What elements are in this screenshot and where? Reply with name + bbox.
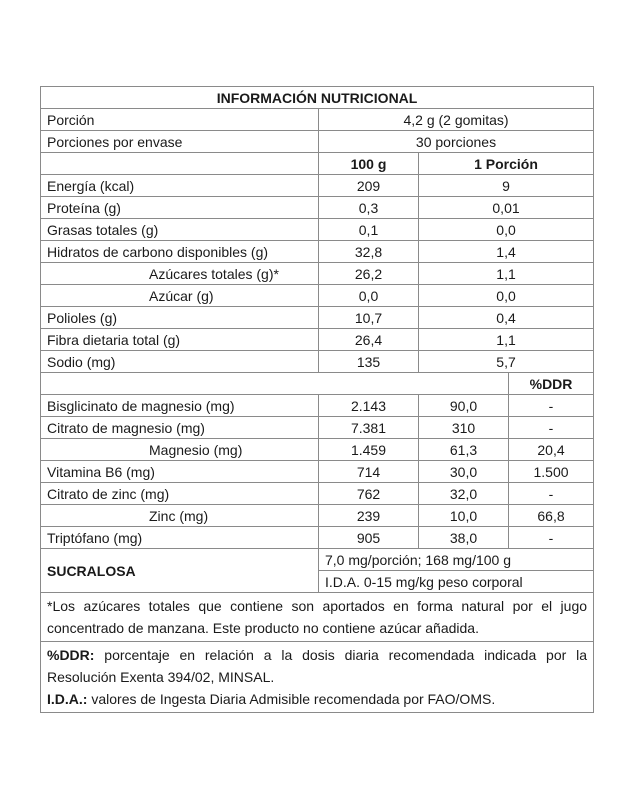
serving-value: 4,2 g (2 gomitas): [319, 109, 594, 131]
ddr-header-blank: [41, 373, 509, 395]
nutrient-row: [41, 241, 594, 263]
mineral-name: Citrato de magnesio (mg): [41, 417, 319, 439]
mineral-per-100g: 239: [319, 505, 419, 527]
nutrient-row: [41, 285, 594, 307]
sugars-note-row: [41, 593, 594, 642]
header-per-portion: 1 Porción: [419, 153, 594, 175]
table-title: INFORMACIÓN NUTRICIONAL: [41, 87, 594, 109]
mineral-name: Vitamina B6 (mg): [41, 461, 319, 483]
mineral-ddr: -: [509, 395, 594, 417]
mineral-row: [41, 527, 594, 549]
serving-row: [41, 109, 594, 131]
nutrient-row: [41, 351, 594, 373]
nutrient-per-portion: 5,7: [419, 351, 594, 373]
mineral-per-portion: 38,0: [419, 527, 509, 549]
mineral-per-portion: 30,0: [419, 461, 509, 483]
nutrient-per-portion: 9: [419, 175, 594, 197]
minerals-section: [41, 395, 594, 549]
mineral-row: [41, 505, 594, 527]
nutrient-name: Azúcares totales (g)*: [41, 263, 319, 285]
nutrient-row: [41, 219, 594, 241]
mineral-per-100g: 762: [319, 483, 419, 505]
nutrient-name: Hidratos de carbono disponibles (g): [41, 241, 319, 263]
mineral-ddr: -: [509, 483, 594, 505]
mineral-name: Bisglicinato de magnesio (mg): [41, 395, 319, 417]
nutrient-per-100g: 209: [319, 175, 419, 197]
sucralose-label: SUCRALOSA: [41, 549, 319, 593]
mineral-row: [41, 417, 594, 439]
mineral-per-100g: 905: [319, 527, 419, 549]
mineral-ddr: -: [509, 417, 594, 439]
mineral-row: [41, 483, 594, 505]
sugars-note: *Los azúcares totales que contiene son aportados en forma natural por el jugo concentrado de manzana. Este producto no contiene azúcar añadida.: [41, 593, 594, 642]
mineral-per-portion: 90,0: [419, 395, 509, 417]
mineral-per-100g: 1.459: [319, 439, 419, 461]
mineral-name: Magnesio (mg): [41, 439, 319, 461]
mineral-name: Citrato de zinc (mg): [41, 483, 319, 505]
serving-label: Porción: [41, 109, 319, 131]
nutrient-per-portion: 0,01: [419, 197, 594, 219]
ida-definition-text: valores de Ingesta Diaria Admisible recomendada por FAO/OMS.: [87, 691, 496, 707]
nutrient-per-portion: 0,0: [419, 285, 594, 307]
servings-per-container-row: [41, 131, 594, 153]
sucralose-amount: 7,0 mg/porción; 168 mg/100 g: [319, 549, 594, 571]
nutrient-per-portion: 1,1: [419, 329, 594, 351]
header-ddr: %DDR: [509, 373, 594, 395]
mineral-per-portion: 10,0: [419, 505, 509, 527]
mineral-name: Triptófano (mg): [41, 527, 319, 549]
mineral-per-100g: 2.143: [319, 395, 419, 417]
mineral-ddr: 66,8: [509, 505, 594, 527]
nutrient-per-100g: 32,8: [319, 241, 419, 263]
nutrients-section: [41, 175, 594, 373]
mineral-ddr: 1.500: [509, 461, 594, 483]
mineral-row: [41, 461, 594, 483]
mineral-ddr: -: [509, 527, 594, 549]
nutrient-per-portion: 0,4: [419, 307, 594, 329]
nutrient-row: [41, 197, 594, 219]
definitions-note: [41, 642, 594, 713]
ddr-definition-text: porcentaje en relación a la dosis diaria recomendada indicada por la Resolución Exenta 394/02, MINSAL.: [47, 647, 588, 685]
nutrient-name: Fibra dietaria total (g): [41, 329, 319, 351]
header-per-100g: 100 g: [319, 153, 419, 175]
nutrient-per-100g: 26,2: [319, 263, 419, 285]
mineral-name: Zinc (mg): [41, 505, 319, 527]
nutrient-name: Proteína (g): [41, 197, 319, 219]
servings-per-container-value: 30 porciones: [319, 131, 594, 153]
nutrient-name: Polioles (g): [41, 307, 319, 329]
nutrition-facts-table: [40, 86, 594, 713]
nutrient-row: [41, 263, 594, 285]
nutrient-name: Sodio (mg): [41, 351, 319, 373]
servings-per-container-label: Porciones por envase: [41, 131, 319, 153]
ddr-header-row: [41, 373, 594, 395]
nutrient-per-100g: 26,4: [319, 329, 419, 351]
mineral-per-100g: 714: [319, 461, 419, 483]
ddr-definition: [47, 644, 587, 688]
ddr-definition-label: %DDR:: [47, 647, 95, 663]
nutrient-per-100g: 0,0: [319, 285, 419, 307]
nutrient-per-100g: 0,3: [319, 197, 419, 219]
nutrient-per-100g: 0,1: [319, 219, 419, 241]
mineral-per-portion: 61,3: [419, 439, 509, 461]
column-header-row: [41, 153, 594, 175]
nutrient-row: [41, 175, 594, 197]
ida-definition-label: I.D.A.:: [47, 691, 88, 707]
mineral-per-portion: 32,0: [419, 483, 509, 505]
nutrient-per-100g: 10,7: [319, 307, 419, 329]
mineral-per-portion: 310: [419, 417, 509, 439]
nutrient-per-100g: 135: [319, 351, 419, 373]
header-blank: [41, 153, 319, 175]
nutrient-name: Grasas totales (g): [41, 219, 319, 241]
mineral-ddr: 20,4: [509, 439, 594, 461]
nutrient-per-portion: 1,1: [419, 263, 594, 285]
nutrient-name: Energía (kcal): [41, 175, 319, 197]
nutrient-row: [41, 307, 594, 329]
mineral-row: [41, 439, 594, 461]
title-row: [41, 87, 594, 109]
ida-definition: [47, 688, 587, 710]
definitions-row: [41, 642, 594, 713]
nutrient-row: [41, 329, 594, 351]
mineral-row: [41, 395, 594, 417]
nutrient-name: Azúcar (g): [41, 285, 319, 307]
sucralose-row: [41, 549, 594, 571]
nutrient-per-portion: 1,4: [419, 241, 594, 263]
sucralose-ida: I.D.A. 0-15 mg/kg peso corporal: [319, 571, 594, 593]
nutrient-per-portion: 0,0: [419, 219, 594, 241]
mineral-per-100g: 7.381: [319, 417, 419, 439]
